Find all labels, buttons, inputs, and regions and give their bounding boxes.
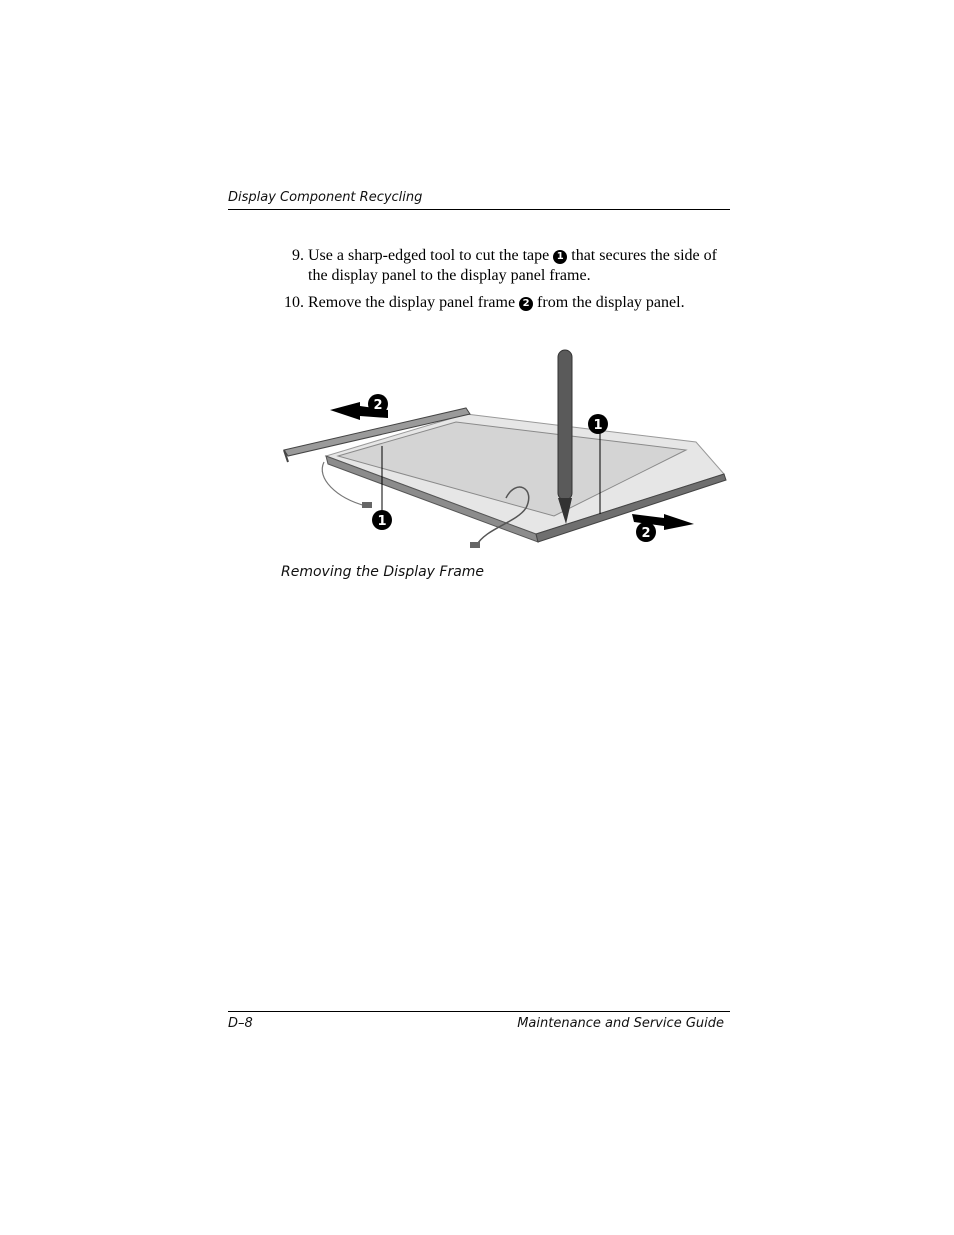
step-text-after: that secures the side of the display panel to the display panel frame. (308, 247, 717, 284)
callout-1-icon: 1 (553, 250, 567, 264)
callout-label: 1 (593, 418, 603, 433)
step-text-before: Use a sharp-edged tool to cut the tape (308, 247, 554, 264)
display-frame-illustration (276, 338, 736, 560)
running-header (228, 190, 730, 210)
step-10 (280, 293, 732, 313)
figure-caption: Removing the Display Frame (281, 564, 485, 580)
guide-title: Maintenance and Service Guide (517, 1016, 724, 1031)
step-number: 9. (292, 247, 304, 264)
step-9 (280, 246, 732, 286)
callout-2-icon: 2 (519, 297, 533, 311)
callout-label: 1 (377, 514, 387, 529)
step-number: 10. (284, 294, 304, 311)
callout-label: 2 (641, 526, 651, 541)
procedure-steps (280, 246, 732, 320)
step-text-before: Remove the display panel frame (308, 294, 520, 311)
step-text-after: from the display panel. (533, 294, 685, 311)
sharp-edged-tool (558, 350, 572, 500)
page-number: D–8 (228, 1016, 253, 1031)
section-title: Display Component Recycling (228, 190, 423, 205)
running-footer (228, 1011, 730, 1031)
callout-label: 2 (373, 398, 383, 413)
